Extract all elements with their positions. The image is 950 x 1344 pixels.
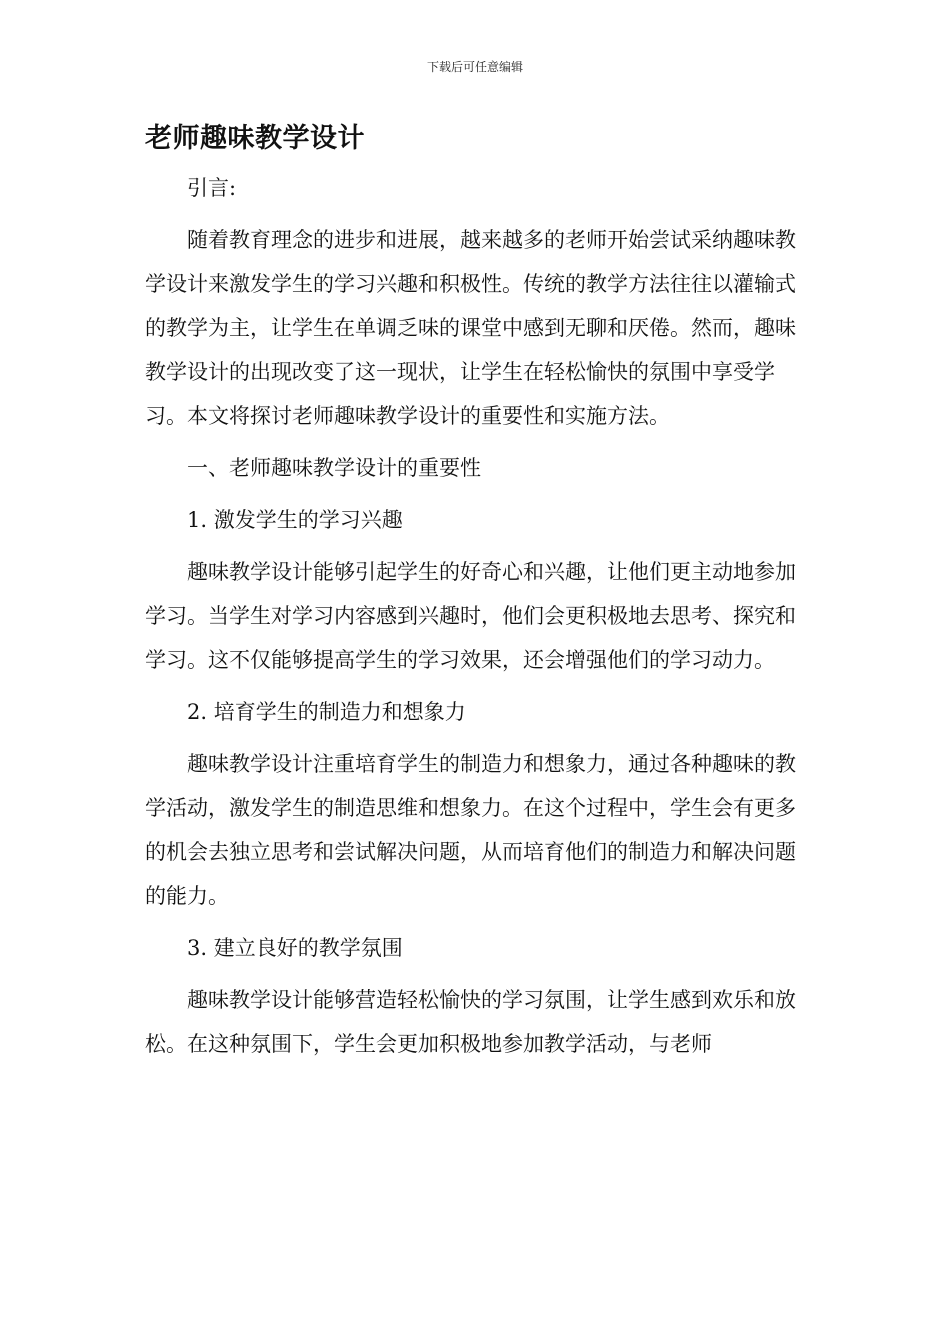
item-1-heading: 1. 激发学生的学习兴趣: [187, 508, 403, 532]
intro-label: 引言:: [187, 176, 237, 200]
item-3-paragraph: 趣味教学设计能够营造轻松愉快的学习氛围，让学生感到欢乐和放松。在这种氛围下，学生会更加积极地参加教学活动，与老师: [145, 988, 796, 1056]
intro-paragraph: 随着教育理念的进步和进展，越来越多的老师开始尝试采纳趣味教学设计来激发学生的学习兴趣和积极性。传统的教学方法往往以灌输式的教学为主，让学生在单调乏味的课堂中感到无聊和厌倦。然而，趣味教学设计的出现改变了这一现状，让学生在轻松愉快的氛围中享受学习。本文将探讨老师趣味教学设计的重要性和实施方法。: [145, 228, 796, 428]
document-body: [145, 166, 805, 1066]
item-2-heading: 2. 培育学生的制造力和想象力: [187, 700, 466, 724]
item-2-paragraph: 趣味教学设计注重培育学生的制造力和想象力，通过各种趣味的教学活动，激发学生的制造思维和想象力。在这个过程中，学生会有更多的机会去独立思考和尝试解决问题，从而培育他们的制造力和解决问题的能力。: [145, 752, 796, 908]
header-note: 下载后可任意编辑: [426, 60, 523, 74]
item-1-paragraph: 趣味教学设计能够引起学生的好奇心和兴趣，让他们更主动地参加学习。当学生对学习内容感到兴趣时，他们会更积极地去思考、探究和学习。这不仅能够提高学生的学习效果，还会增强他们的学习动力。: [145, 560, 796, 672]
section-1-heading: 一、老师趣味教学设计的重要性: [187, 456, 481, 480]
item-3-heading: 3. 建立良好的教学氛围: [187, 936, 403, 960]
document-title: 老师趣味教学设计: [145, 123, 365, 154]
